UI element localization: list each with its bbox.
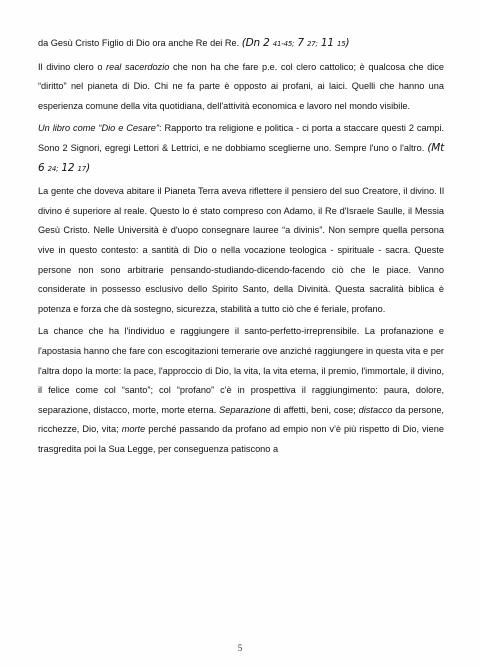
paragraph-3: Un libro come “Dio e Cesare”: Rapporto tra religione e politica - ci porta a staccare questi 2 campi. Sono 2 Signori, egregi Lettori & Lettrici, e ne dobbiamo sceglierne uno. Sempre l'uno o l'altro. (Mt 6 24; 12 17) <box>38 123 444 174</box>
book-title: Un libro come “Dio e Cesare” <box>38 123 159 134</box>
italic-term: distacco <box>358 404 393 415</box>
italic-term: real sacerdozio <box>106 61 170 72</box>
italic-term: Separazione <box>219 404 271 415</box>
paragraph-5: La chance che ha l'individuo e raggiungere il santo-perfetto-irreprensibile. La profanazione e l'apostasia hanno che fare con escogitazioni temerarie ove anziché raggiungere in questa vita e per l'altra dopo la morte: la pace, l'approccio di Dio, la vita, la vita eterna, il premio, l'immortale, il divino, il felice come col “santo”; col “profano” c'è in prospettiva il raggiungimento: paura, dolore, separazione, distacco, morte, morte eterna. Separazione di affetti, beni, cose; distacco da persone, ricchezze, Dio, vita; morte perché passando da profano ad empio non v'è più rispetto di Dio, viene trasgredita poi la Sua Legge, per conseguenza patiscono a <box>38 326 445 454</box>
paragraph-1 <box>38 34 444 55</box>
italic-term: morte <box>121 424 146 435</box>
body-text <box>38 34 444 462</box>
page-number: 5 <box>237 643 243 653</box>
scripture-reference: (Dn 2 41-45; 7 27; 11 15) <box>241 37 350 49</box>
scripture-reference: (Mt 6 24; 12 17) <box>38 141 444 174</box>
text-run: da Gesù Cristo Figlio di Dio ora anche Re dei Re. <box>38 38 240 48</box>
paragraph-2: Il divino clero o real sacerdozio che non ha che fare p.e. col clero cattolico; è qualcosa che dice “diritto” nel pianeta di Dio. Chi ne fa parte è opposto ai profani, ai laici. Quelli che hanno una esperienza comune della vita quotidiana, dell'attività economica e lavoro nel mondo visibile. <box>38 61 444 111</box>
paragraph-4: La gente che doveva abitare il Pianeta Terra aveva riflettere il pensiero del suo Creatore, il divino. Il divino é superiore al reale. Questo lo é stato compreso con Adamo, il Re d'Israele Saulle, il Messia Gesù Cristo. Nelle Università è d'uopo consegnare lauree “a divinis”. Non sempre quella persona vive in questo contesto: a santità di Dio o nella vocazione teologica - spirituale - sacra. Queste persone non sono arbitrarie pensando-studiando-dicendo-facendo ciò che le piace. Vanno considerate in possesso esclusivo dello Spirito Santo, della Divinità. Questa sacralità biblica è potenza e forza che dà sostegno, sicurezza, stabilità a tutto ciò che é feriale, profano. <box>38 186 444 314</box>
